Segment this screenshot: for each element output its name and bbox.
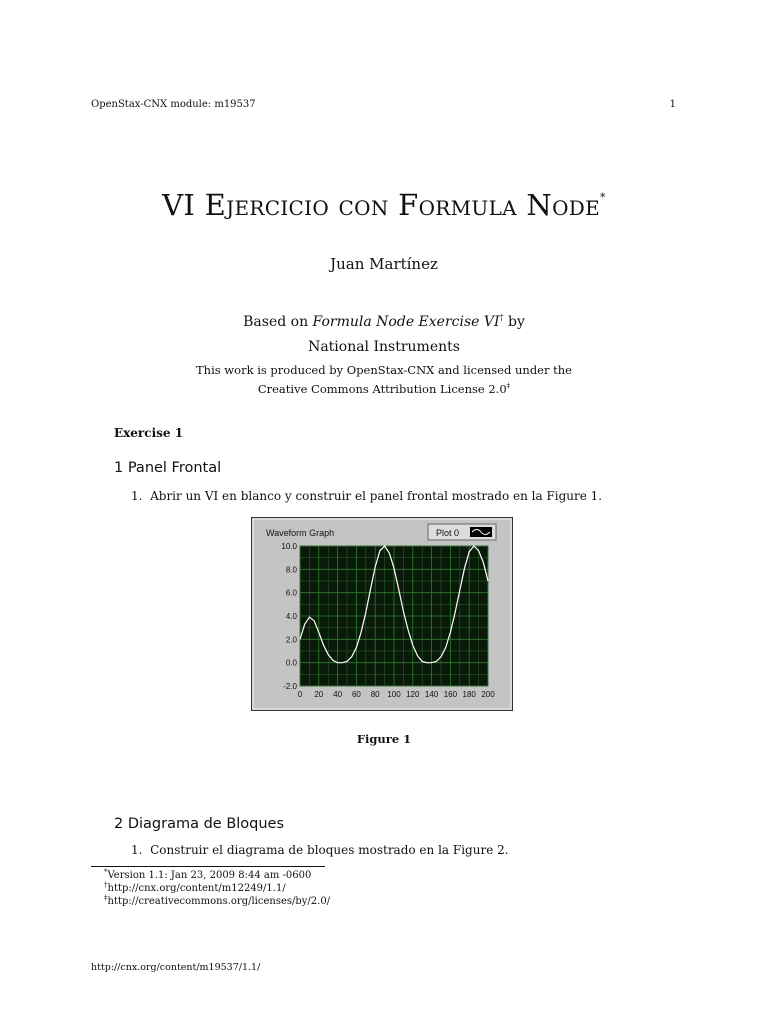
x-tick-label: 100 <box>387 690 401 699</box>
footnote-text: http://cnx.org/content/m12249/1.1/ <box>107 883 286 894</box>
license-mark: ‡ <box>506 382 511 390</box>
footnote-source-link <box>104 881 286 894</box>
waveform-graph-svg <box>252 518 512 710</box>
exercise-label: Exercise 1 <box>114 426 184 440</box>
list-item-text: Abrir un VI en blanco y construir el panel frontal mostrado en la Figure 1. <box>150 489 603 503</box>
license-line-2: Creative Commons Attribution License 2.0 <box>257 382 507 396</box>
footnote-text: Version 1.1: Jan 23, 2009 8:44 am -0600 <box>107 870 312 881</box>
attribution <box>0 305 768 360</box>
y-tick-label: 8.0 <box>285 565 297 575</box>
list-item <box>131 489 602 503</box>
x-tick-label: 200 <box>481 690 495 699</box>
chart-title: Waveform Graph <box>266 528 335 538</box>
license-notice <box>0 362 768 397</box>
legend-label: Plot 0 <box>436 528 460 538</box>
list-item <box>131 843 509 857</box>
waveform-graph <box>251 517 513 711</box>
x-tick-label: 60 <box>351 690 361 699</box>
x-tick-label: 20 <box>314 690 324 699</box>
x-tick-label: 140 <box>424 690 439 699</box>
license-line-1: This work is produced by OpenStax-CNX and licensed under the <box>196 363 572 377</box>
x-tick-label: 40 <box>333 690 343 699</box>
footnote-text: http://creativecommons.org/licenses/by/2.0/ <box>107 896 331 907</box>
section-heading-diagrama-de-bloques: 2 Diagrama de Bloques <box>114 816 285 832</box>
footnote-mark: * <box>104 868 108 876</box>
plot-area <box>281 542 495 699</box>
based-on-work: Formula Node Exercise VI <box>312 314 500 330</box>
title-text: VI Ejercicio con Formula Node <box>162 188 601 222</box>
page-number: 1 <box>669 99 676 110</box>
list-item-text: Construir el diagrama de bloques mostrado en la Figure 2. <box>150 843 509 857</box>
x-tick-label: 160 <box>443 690 458 699</box>
y-tick-label: 4.0 <box>285 612 297 621</box>
based-on-mark: † <box>499 313 504 322</box>
footnote-license-link <box>104 894 330 907</box>
y-tick-label: 6.0 <box>285 588 297 598</box>
y-tick-label: -2.0 <box>283 682 297 691</box>
x-tick-label: 180 <box>462 690 476 699</box>
y-tick-label: 0.0 <box>285 658 297 668</box>
footnote-rule <box>91 866 325 867</box>
footer-url: http://cnx.org/content/m19537/1.1/ <box>91 962 261 973</box>
figure-caption: Figure 1 <box>356 732 412 746</box>
author-name: Juan Martínez <box>330 255 438 273</box>
based-on-org: National Instruments <box>308 339 460 355</box>
list-item-number: 1. <box>131 843 143 857</box>
footnote-mark: † <box>104 881 108 889</box>
based-on-prefix: Based on <box>243 314 313 330</box>
running-header-module: OpenStax-CNX module: m19537 <box>91 99 256 110</box>
title-footnote-mark: * <box>600 191 606 204</box>
list-item-number: 1. <box>131 489 143 503</box>
based-on-suffix: by <box>503 314 525 330</box>
y-tick-label: 2.0 <box>285 635 297 645</box>
footnote-version <box>104 868 311 881</box>
document-title <box>0 188 768 222</box>
x-tick-label: 120 <box>406 690 420 699</box>
legend <box>428 524 496 540</box>
y-tick-label: 10.0 <box>281 542 297 551</box>
section-heading-panel-frontal: 1 Panel Frontal <box>114 460 222 476</box>
x-tick-label: 80 <box>370 690 380 699</box>
footnote-mark: ‡ <box>104 894 108 902</box>
x-tick-label: 0 <box>297 690 303 699</box>
